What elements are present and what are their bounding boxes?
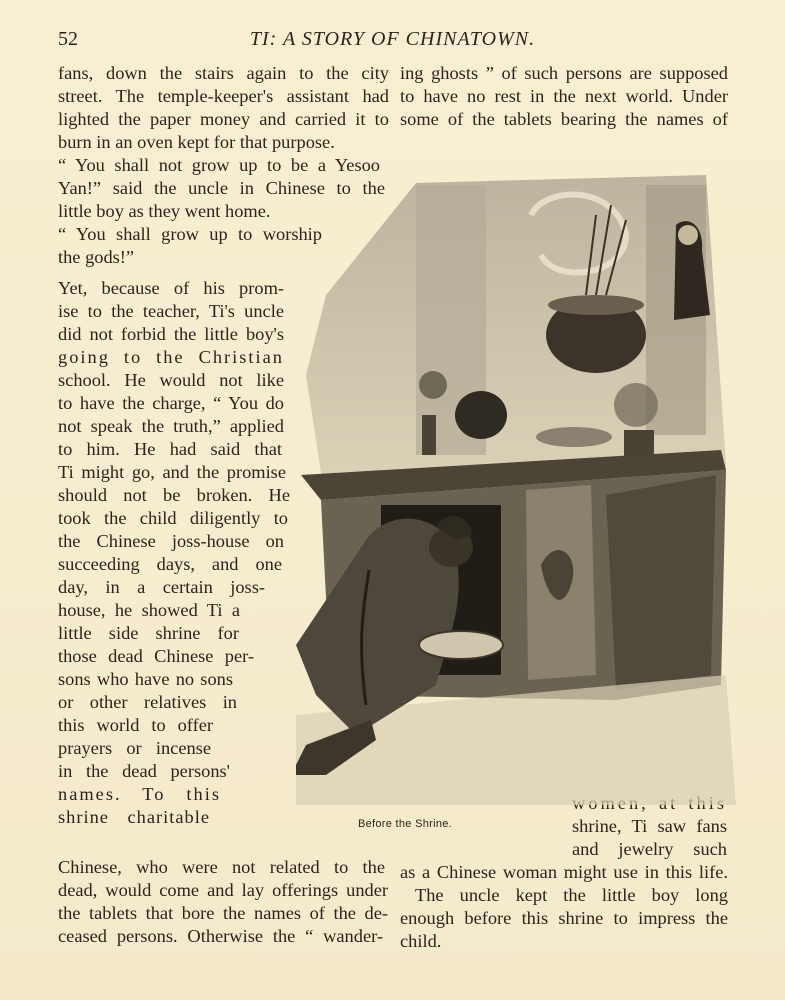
- text-line: ceased persons. Otherwise the “ wander-: [58, 926, 383, 946]
- text-line: to have the charge, “ You do: [58, 393, 284, 413]
- text-line: the tablets that bore the names of the de-: [58, 903, 388, 923]
- vase: [455, 391, 507, 439]
- text-line: lighted the paper money and carried it to: [58, 109, 389, 129]
- text-line: going to the Christian: [58, 347, 284, 367]
- text-line: did not forbid the little boy's: [58, 324, 284, 344]
- text-line: this world to offer: [58, 715, 213, 735]
- cabinet-door: [606, 475, 716, 690]
- text-line: The uncle kept the little boy long: [415, 885, 728, 905]
- page-number: 52: [58, 28, 78, 50]
- text-line: little side shrine for: [58, 623, 239, 643]
- text-line: shrine, Ti saw fans: [572, 816, 727, 836]
- text-line: Yan!” said the uncle in Chinese to the: [58, 178, 385, 198]
- text-line: took the child diligently to: [58, 508, 288, 528]
- text-line: dead, would come and lay offerings under: [58, 880, 388, 900]
- text-line: ise to the teacher, Ti's uncle: [58, 301, 284, 321]
- text-line: “ You shall not grow up to be a Yesoo: [58, 155, 380, 175]
- text-line: not speak the truth,” applied: [58, 416, 284, 436]
- text-line: to him. He had said that: [58, 439, 282, 459]
- text-line: street. The temple-keeper's assistant had: [58, 86, 389, 106]
- shrine-illustration: [296, 175, 736, 805]
- urn-rim: [548, 295, 644, 315]
- offering-bowl: [419, 631, 503, 659]
- text-line: ing ghosts ” of such persons are supposed: [400, 63, 728, 83]
- plant: [614, 383, 658, 427]
- text-line: names. To this: [58, 784, 221, 804]
- illustration-caption: Before the Shrine.: [357, 818, 453, 830]
- text-line: Chinese, who were not related to the: [58, 857, 385, 877]
- text-line: school. He would not like: [58, 370, 284, 390]
- text-line: to have no rest in the next world. Under: [400, 86, 728, 106]
- text-line: day, in a certain joss-: [58, 577, 265, 597]
- text-line: child.: [400, 931, 442, 951]
- text-line: some of the tablets bearing the names of: [400, 109, 728, 129]
- text-line: the gods!”: [58, 247, 135, 267]
- text-line: prayers or incense: [58, 738, 211, 758]
- text-line: Ti might go, and the promise: [58, 462, 286, 482]
- text-line: little boy as they went home.: [58, 201, 271, 221]
- text-line: the Chinese joss-house on: [58, 531, 284, 551]
- figure-head: [678, 225, 698, 245]
- page-header: [58, 28, 727, 54]
- text-line: “ You shall grow up to worship: [58, 224, 322, 244]
- text-line: Yet, because of his prom-: [58, 278, 284, 298]
- text-line: fans, down the stairs again to the city: [58, 63, 389, 83]
- text-line: or other relatives in: [58, 692, 237, 712]
- text-line: house, he showed Ti a: [58, 600, 240, 620]
- text-line: sons who have no sons: [58, 669, 233, 689]
- small-vase: [422, 415, 436, 455]
- text-line: as a Chinese woman might use in this life.: [400, 862, 728, 882]
- text-line: and jewelry such: [572, 839, 727, 859]
- text-line: those dead Chinese per-: [58, 646, 254, 666]
- flowers: [419, 371, 447, 399]
- text-line: should not be broken. He: [58, 485, 290, 505]
- text-line: enough before this shrine to impress the: [400, 908, 728, 928]
- text-line: in the dead persons': [58, 761, 230, 781]
- text-line: burn in an oven kept for that purpose.: [58, 132, 335, 152]
- offering-dish: [536, 427, 612, 447]
- text-line: succeeding days, and one: [58, 554, 282, 574]
- text-line: shrine charitable: [58, 807, 210, 827]
- running-title: TI: A STORY OF CHINATOWN.: [249, 28, 536, 50]
